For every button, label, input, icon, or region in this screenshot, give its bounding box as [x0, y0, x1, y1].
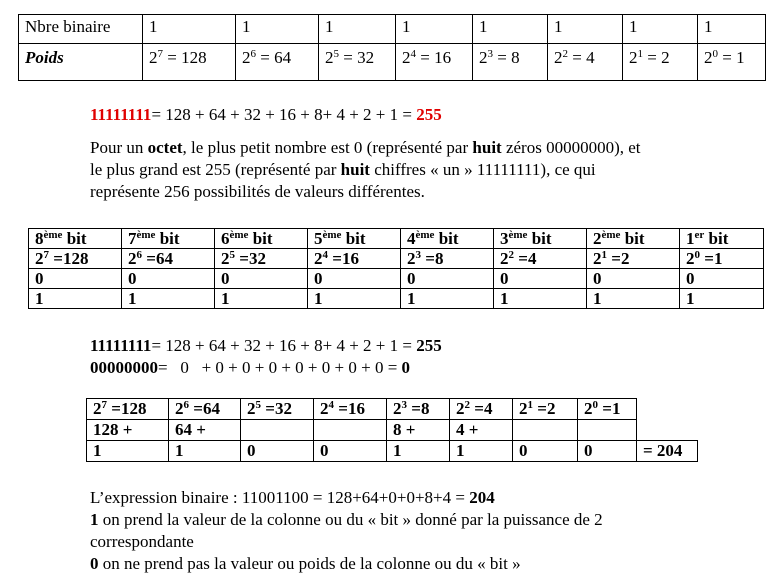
row-label-binary: Nbre binaire	[19, 15, 143, 44]
table-row	[29, 289, 764, 309]
bit-cell: 0	[513, 441, 578, 462]
binary-cell: 1	[319, 15, 396, 44]
partial-cell: 4 +	[450, 420, 513, 441]
power-cell: $2^6 =64$	[169, 399, 241, 420]
bit-cell: 1	[387, 441, 450, 462]
partial-cell: 8 +	[387, 420, 450, 441]
bit-header: 4ème bit	[401, 229, 494, 249]
bit-cell: 0	[241, 441, 314, 462]
weight-cell: $2^5 = 32$	[319, 44, 396, 81]
explanation-line: 0 on ne prend pas la valeur ou poids de la colonne ou du « bit »	[90, 554, 521, 573]
binary-cell: 1	[473, 15, 548, 44]
weight-cell: $2^0 = 1$	[698, 44, 766, 81]
partial-cell	[513, 420, 578, 441]
zero-cell: 0	[494, 269, 587, 289]
total-cell: = 204	[637, 441, 698, 462]
zero-cell: 0	[29, 269, 122, 289]
binary-weights-table	[18, 14, 766, 81]
power-cell: $2^0 =1$	[578, 399, 637, 420]
paragraph-line: Pour un octet, le plus petit nombre est 0 (représenté par huit zéros 00000000), et	[90, 138, 641, 157]
bit-cell: 1	[87, 441, 169, 462]
binary-cell: 1	[143, 15, 236, 44]
zero-cell: 0	[308, 269, 401, 289]
explanation-line: correspondante	[90, 532, 194, 551]
power-cell: $2^4 =16$	[314, 399, 387, 420]
weight-cell: $2^3 = 8$	[473, 44, 548, 81]
partial-cell: 128 +	[87, 420, 169, 441]
table-row	[87, 420, 698, 441]
empty-cell	[637, 399, 698, 420]
binary-cell: 1	[548, 15, 623, 44]
power-cell: $2^7 =128$	[29, 249, 122, 269]
bit-header: 8ème bit	[29, 229, 122, 249]
power-cell: $2^6 =64$	[122, 249, 215, 269]
table-row	[19, 44, 766, 81]
explanation-line: 1 on prend la valeur de la colonne ou du « bit » donné par la puissance de 2	[90, 510, 603, 529]
one-cell: 1	[29, 289, 122, 309]
zero-cell: 0	[587, 269, 680, 289]
bit-header: 1er bit	[680, 229, 764, 249]
zero-cell: 0	[401, 269, 494, 289]
table-row	[29, 249, 764, 269]
power-cell: $2^5 =32$	[215, 249, 308, 269]
weight-cell: $2^1 = 2$	[623, 44, 698, 81]
empty-cell	[637, 420, 698, 441]
power-cell: $2^5 =32$	[241, 399, 314, 420]
binary-cell: 1	[396, 15, 473, 44]
one-cell: 1	[401, 289, 494, 309]
bit-cell: 1	[169, 441, 241, 462]
partial-cell	[241, 420, 314, 441]
table-row	[19, 15, 766, 44]
bit-cell: 1	[450, 441, 513, 462]
paragraph-line: le plus grand est 255 (représenté par huit chiffres « un » 11111111), ce qui	[90, 160, 596, 179]
power-cell: $2^2 =4$	[494, 249, 587, 269]
binary-cell: 1	[236, 15, 319, 44]
partial-cell	[314, 420, 387, 441]
example-conversion-table	[86, 398, 698, 462]
one-cell: 1	[680, 289, 764, 309]
partial-cell	[578, 420, 637, 441]
bit-positions-table	[28, 228, 764, 309]
power-cell: $2^4 =16$	[308, 249, 401, 269]
one-cell: 1	[494, 289, 587, 309]
bit-header: 2ème bit	[587, 229, 680, 249]
partial-cell: 64 +	[169, 420, 241, 441]
zero-cell: 0	[680, 269, 764, 289]
formula-max-value: 11111111= 128 + 64 + 32 + 16 + 8+ 4 + 2 + 1 = 255	[90, 105, 442, 124]
bit-header: 7ème bit	[122, 229, 215, 249]
one-cell: 1	[215, 289, 308, 309]
table-row	[29, 229, 764, 249]
bit-header: 6ème bit	[215, 229, 308, 249]
power-cell: $2^1 =2$	[587, 249, 680, 269]
formula-all-ones: 11111111= 128 + 64 + 32 + 16 + 8+ 4 + 2 + 1 = 255	[90, 336, 442, 355]
binary-cell: 1	[698, 15, 766, 44]
bit-cell: 0	[578, 441, 637, 462]
zero-cell: 0	[215, 269, 308, 289]
bit-header: 3ème bit	[494, 229, 587, 249]
power-cell: $2^3 =8$	[387, 399, 450, 420]
one-cell: 1	[308, 289, 401, 309]
table-row	[87, 399, 698, 420]
row-label-weight: Poids	[19, 44, 143, 81]
power-cell: $2^0 =1$	[680, 249, 764, 269]
power-cell: $2^1 =2$	[513, 399, 578, 420]
paragraph-line: représente 256 possibilités de valeurs différentes.	[90, 182, 425, 201]
bit-header: 5ème bit	[308, 229, 401, 249]
power-cell: $2^2 =4$	[450, 399, 513, 420]
power-cell: $2^3 =8$	[401, 249, 494, 269]
weight-cell: $2^2 = 4$	[548, 44, 623, 81]
weight-cell: $2^6 = 64$	[236, 44, 319, 81]
table-row	[29, 269, 764, 289]
one-cell: 1	[587, 289, 680, 309]
zero-cell: 0	[122, 269, 215, 289]
power-cell: $2^7 =128$	[87, 399, 169, 420]
one-cell: 1	[122, 289, 215, 309]
binary-cell: 1	[623, 15, 698, 44]
weight-cell: $2^4 = 16$	[396, 44, 473, 81]
table-row	[87, 441, 698, 462]
explanation-line: L’expression binaire : 11001100 = 128+64+0+0+8+4 = 204	[90, 488, 495, 507]
bit-cell: 0	[314, 441, 387, 462]
formula-all-zeros: 00000000= 0 + 0 + 0 + 0 + 0 + 0 + 0 + 0 = 0	[90, 358, 411, 377]
weight-cell: $2^7 = 128$	[143, 44, 236, 81]
